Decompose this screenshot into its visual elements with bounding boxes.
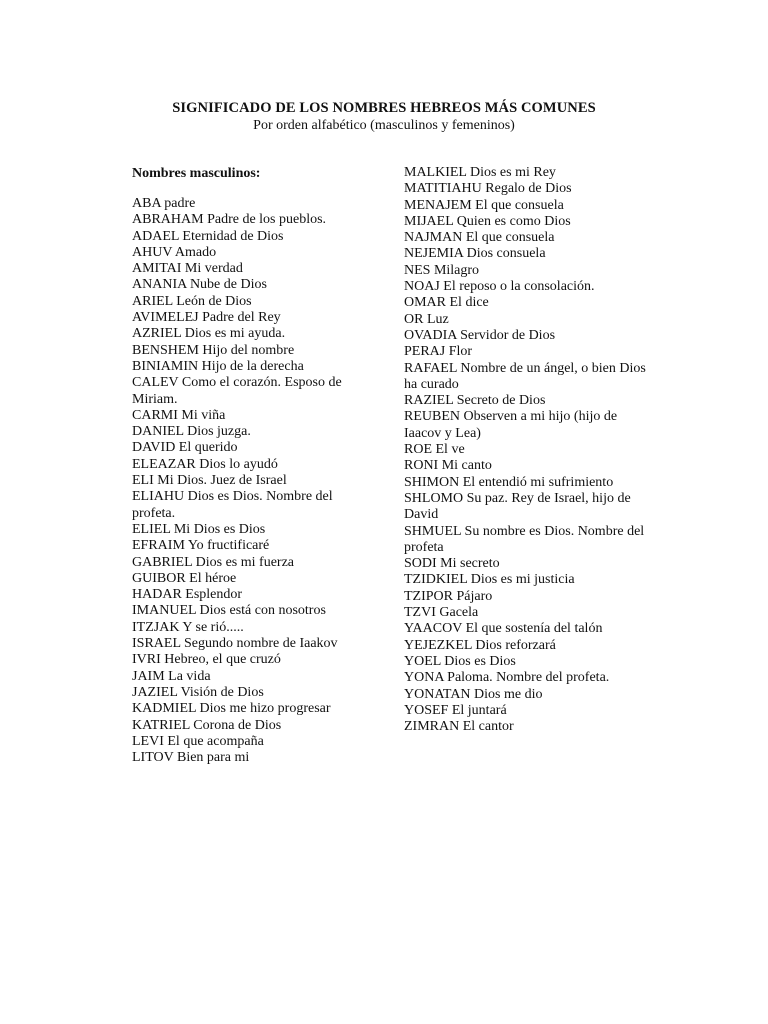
name-entry: ELI Mi Dios. Juez de Israel <box>132 473 287 489</box>
name-entry: SHLOMO Su paz. Rey de Israel, hijo de David <box>404 490 631 523</box>
name-entry: ZIMRAN El cantor <box>404 719 514 735</box>
name-entry: RAFAEL Nombre de un ángel, o bien Dios ha curado <box>404 360 646 392</box>
name-entry: RONI Mi canto <box>404 458 492 474</box>
name-entry: ELIAHU Dios es Dios. Nombre del profeta. <box>132 489 333 521</box>
document-subtitle: Por orden alfabético (masculinos y femeninos) <box>253 118 515 133</box>
name-entry: OVADIA Servidor de Dios <box>404 327 556 343</box>
name-entry: JAIM La vida <box>132 668 211 684</box>
document-title: SIGNIFICADO DE LOS NOMBRES HEBREOS MÁS COMUNES <box>172 100 596 116</box>
name-entry: GABRIEL Dios es mi fuerza <box>132 554 294 570</box>
name-entry: MALKIEL Dios es mi Rey <box>404 165 556 180</box>
name-entry: ELEAZAR Dios lo ayudó <box>132 456 278 472</box>
name-entry: SHIMON El entendió mi sufrimiento <box>404 474 614 490</box>
name-entry: OR Luz <box>404 311 449 327</box>
name-entry: REUBEN Observen a mi hijo (hijo de Iaacov y Lea) <box>404 409 618 441</box>
name-entry: DANIEL Dios juzga. <box>132 424 251 440</box>
right-name-column <box>404 165 649 735</box>
name-entry: IVRI Hebreo, el que cruzó <box>132 652 281 668</box>
name-entry: YOEL Dios es Dios <box>404 653 516 669</box>
left-name-column <box>132 196 357 766</box>
name-entry: AZRIEL Dios es mi ayuda. <box>132 326 286 342</box>
name-entry: TZIPOR Pájaro <box>404 588 493 604</box>
name-entry: ELIEL Mi Dios es Dios <box>132 521 266 537</box>
name-entry: ISRAEL Segundo nombre de Iaakov <box>132 636 338 652</box>
name-entry: GUIBOR El héroe <box>132 570 237 586</box>
name-entry: YONA Paloma. Nombre del profeta. <box>404 670 610 686</box>
name-entry: BINIAMIN Hijo de la derecha <box>132 358 304 374</box>
masculine-names-heading: Nombres masculinos: <box>132 166 261 181</box>
name-entry: KATRIEL Corona de Dios <box>132 717 282 733</box>
name-entry: SODI Mi secreto <box>404 556 500 572</box>
name-entry: YOSEF El juntará <box>404 702 507 718</box>
name-entry: PERAJ Flor <box>404 344 473 360</box>
name-entry: MATITIAHU Regalo de Dios <box>404 181 572 197</box>
name-entry: EFRAIM Yo fructificaré <box>132 538 270 554</box>
name-entry: LITOV Bien para mi <box>132 750 250 766</box>
name-entry: JAZIEL Visión de Dios <box>132 684 264 700</box>
name-entry: CARMI Mi viña <box>132 407 226 423</box>
name-entry: ARIEL León de Dios <box>132 293 252 309</box>
name-entry: SHMUEL Su nombre es Dios. Nombre del profeta <box>404 523 645 555</box>
name-entry: NEJEMIA Dios consuela <box>404 246 546 262</box>
name-entry: BENSHEM Hijo del nombre <box>132 342 295 358</box>
name-entry: DAVID El querido <box>132 440 238 456</box>
name-entry: ROE El ve <box>404 442 465 458</box>
name-entry: KADMIEL Dios me hizo progresar <box>132 701 331 717</box>
name-entry: ANANIA Nube de Dios <box>132 277 267 293</box>
name-entry: NOAJ El reposo o la consolación. <box>404 279 595 295</box>
name-entry: YONATAN Dios me dio <box>404 686 543 702</box>
name-entry: NAJMAN El que consuela <box>404 230 555 246</box>
name-entry: TZVI Gacela <box>404 605 479 621</box>
name-entry: HADAR Esplendor <box>132 587 243 603</box>
name-entry: OMAR El dice <box>404 295 489 311</box>
name-entry: ITZJAK Y se rió..... <box>132 619 244 635</box>
name-entry: TZIDKIEL Dios es mi justicia <box>404 572 575 588</box>
name-entry: YEJEZKEL Dios reforzará <box>404 637 556 653</box>
name-entry: IMANUEL Dios está con nosotros <box>132 603 326 619</box>
name-entry: NES Milagro <box>404 262 480 278</box>
name-entry: MENAJEM El que consuela <box>404 197 564 213</box>
name-entry: ABRAHAM Padre de los pueblos. <box>132 212 327 228</box>
name-entry: LEVI El que acompaña <box>132 733 264 749</box>
name-entry: YAACOV El que sostenía del talón <box>404 621 603 637</box>
name-entry: MIJAEL Quien es como Dios <box>404 213 571 229</box>
name-entry: ADAEL Eternidad de Dios <box>132 228 284 244</box>
name-entry: CALEV Como el corazón. Esposo de Miriam. <box>132 375 342 407</box>
name-entry: ABA padre <box>132 196 196 211</box>
name-entry: AVIMELEJ Padre del Rey <box>132 310 281 326</box>
name-entry: AHUV Amado <box>132 244 217 260</box>
name-entry: AMITAI Mi verdad <box>132 261 243 277</box>
name-entry: RAZIEL Secreto de Dios <box>404 393 546 409</box>
